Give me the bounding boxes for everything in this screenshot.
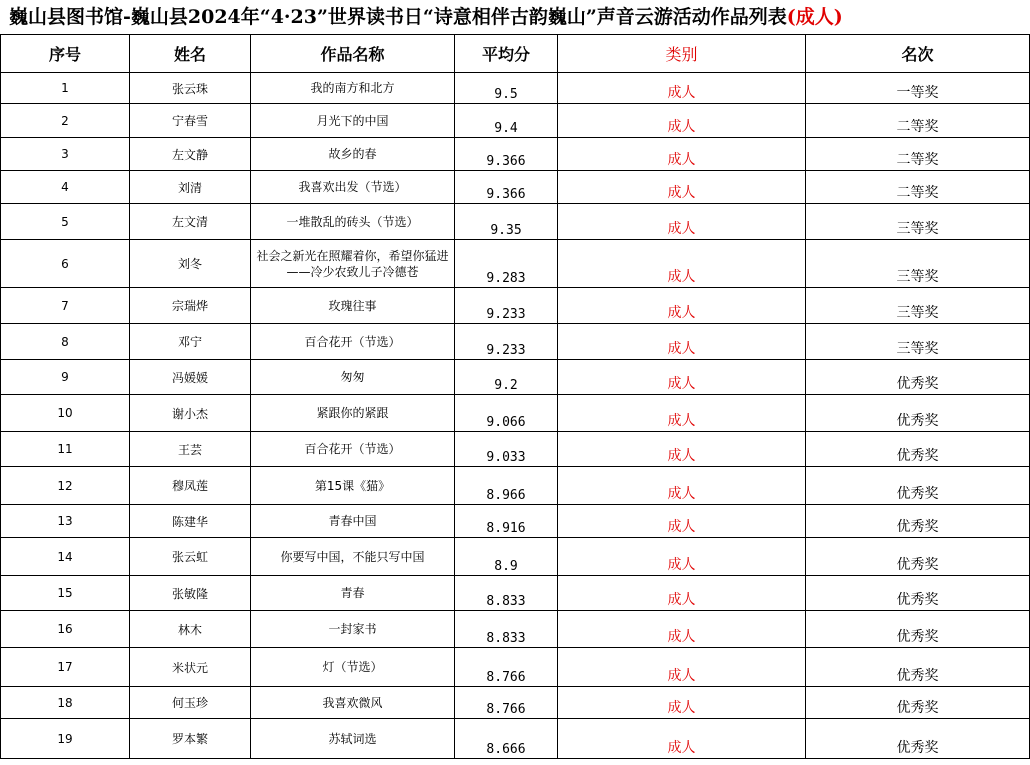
cell-rank: 优秀奖 [806,648,1030,687]
cell-index: 6 [1,240,130,288]
cell-name: 刘冬 [130,240,251,288]
cell-rank: 三等奖 [806,240,1030,288]
cell-index: 17 [1,648,130,687]
table-row [1,576,1030,611]
cell-score: 9.283 [455,240,558,288]
cell-index: 3 [1,138,130,171]
cell-rank: 二等奖 [806,138,1030,171]
work-title: 我喜欢微风 [322,695,383,710]
cell-category: 成人 [558,719,806,759]
cell-work [251,687,455,719]
work-title: 青春中国 [328,514,377,528]
cell-score: 9.5 [455,73,558,104]
cell-score: 8.666 [455,719,558,759]
cell-work [251,73,455,104]
table-row [1,73,1030,104]
cell-category: 成人 [558,360,806,395]
work-title: 紧跟你的紧跟 [316,406,389,420]
cell-name: 米状元 [130,648,251,687]
cell-category: 成人 [558,395,806,432]
cell-index: 14 [1,538,130,576]
cell-category: 成人 [558,204,806,240]
table-row [1,432,1030,467]
table-row [1,240,1030,288]
cell-score: 9.233 [455,324,558,360]
cell-rank: 优秀奖 [806,576,1030,611]
cell-work [251,505,455,538]
cell-name: 左文清 [130,204,251,240]
cell-name: 邓宁 [130,324,251,360]
cell-rank: 三等奖 [806,288,1030,324]
cell-rank: 二等奖 [806,104,1030,138]
work-title: 社会之新光在照耀着你，希望你猛进——冷少农致儿子冷德苍 [256,248,449,279]
cell-index: 1 [1,73,130,104]
table-row [1,505,1030,538]
cell-work [251,538,455,576]
work-title: 玫瑰往事 [328,298,377,313]
results-table [0,34,1030,759]
cell-category: 成人 [558,138,806,171]
cell-score: 8.833 [455,576,558,611]
cell-name: 王芸 [130,432,251,467]
cell-name: 张敏隆 [130,576,251,611]
cell-work [251,576,455,611]
cell-rank: 优秀奖 [806,611,1030,648]
cell-score: 8.966 [455,467,558,505]
table-row [1,288,1030,324]
cell-name: 张云珠 [130,73,251,104]
cell-rank: 优秀奖 [806,467,1030,505]
cell-rank: 三等奖 [806,204,1030,240]
cell-index: 12 [1,467,130,505]
cell-name: 何玉珍 [130,687,251,719]
work-title: 一封家书 [328,622,377,636]
work-title: 青春 [340,586,365,600]
cell-category: 成人 [558,324,806,360]
table-row [1,171,1030,204]
table-row [1,395,1030,432]
work-title: 匆匆 [340,370,365,384]
cell-name: 宗瑞烨 [130,288,251,324]
cell-rank: 优秀奖 [806,505,1030,538]
cell-category: 成人 [558,611,806,648]
table-row [1,104,1030,138]
header-index: 序号 [1,35,130,73]
cell-index: 15 [1,576,130,611]
work-title: 灯（节选） [322,660,383,674]
cell-index: 4 [1,171,130,204]
cell-rank: 二等奖 [806,171,1030,204]
title-main: 巍山县图书馆-巍山县2024年“4·23”世界读书日“诗意相伴古韵巍山”声音云游活动作品列表 [9,6,787,28]
cell-name: 刘清 [130,171,251,204]
cell-work [251,360,455,395]
cell-name: 林木 [130,611,251,648]
cell-category: 成人 [558,538,806,576]
cell-work [251,324,455,360]
header-row [1,35,1030,73]
header-name: 姓名 [130,35,251,73]
table-row [1,687,1030,719]
table-row [1,360,1030,395]
work-title: 苏轼词选 [328,731,377,746]
work-title: 百合花开（节选） [304,442,401,456]
cell-index: 9 [1,360,130,395]
cell-category: 成人 [558,687,806,719]
cell-work [251,467,455,505]
work-title: 我的南方和北方 [310,81,395,95]
cell-category: 成人 [558,576,806,611]
cell-index: 11 [1,432,130,467]
cell-index: 7 [1,288,130,324]
work-title: 第15课《猫》 [314,478,391,493]
cell-score: 9.366 [455,138,558,171]
cell-rank: 优秀奖 [806,687,1030,719]
cell-index: 8 [1,324,130,360]
cell-index: 2 [1,104,130,138]
cell-name: 宁春雪 [130,104,251,138]
header-rank: 名次 [806,35,1030,73]
document-title [0,0,1030,34]
work-title: 故乡的春 [328,147,377,161]
header-score: 平均分 [455,35,558,73]
cell-score: 8.833 [455,611,558,648]
header-category: 类别 [558,35,806,73]
cell-name: 左文静 [130,138,251,171]
cell-score: 8.766 [455,648,558,687]
cell-work [251,104,455,138]
cell-score: 9.2 [455,360,558,395]
table-row [1,204,1030,240]
cell-work [251,719,455,759]
cell-category: 成人 [558,467,806,505]
table-row [1,538,1030,576]
cell-score: 8.766 [455,687,558,719]
cell-index: 16 [1,611,130,648]
cell-category: 成人 [558,648,806,687]
cell-category: 成人 [558,171,806,204]
cell-name: 冯媛媛 [130,360,251,395]
work-title: 百合花开（节选） [304,334,401,349]
work-title: 一堆散乱的砖头（节选） [286,214,419,229]
cell-rank: 优秀奖 [806,395,1030,432]
cell-name: 张云虹 [130,538,251,576]
cell-score: 8.9 [455,538,558,576]
cell-category: 成人 [558,73,806,104]
cell-category: 成人 [558,288,806,324]
cell-rank: 优秀奖 [806,432,1030,467]
cell-name: 穆凤莲 [130,467,251,505]
table-row [1,648,1030,687]
cell-rank: 优秀奖 [806,360,1030,395]
cell-rank: 三等奖 [806,324,1030,360]
work-title: 月光下的中国 [316,113,389,128]
cell-name: 罗本繁 [130,719,251,759]
cell-index: 19 [1,719,130,759]
cell-category: 成人 [558,505,806,538]
cell-rank: 一等奖 [806,73,1030,104]
cell-work [251,288,455,324]
work-title: 我喜欢出发（节选） [298,180,407,194]
table-row [1,138,1030,171]
header-work: 作品名称 [251,35,455,73]
table-row [1,719,1030,759]
cell-index: 13 [1,505,130,538]
cell-name: 陈建华 [130,505,251,538]
cell-category: 成人 [558,432,806,467]
cell-score: 8.916 [455,505,558,538]
cell-index: 10 [1,395,130,432]
cell-score: 9.4 [455,104,558,138]
cell-category: 成人 [558,104,806,138]
cell-rank: 优秀奖 [806,719,1030,759]
cell-score: 9.366 [455,171,558,204]
cell-rank: 优秀奖 [806,538,1030,576]
table-row [1,324,1030,360]
cell-score: 9.033 [455,432,558,467]
cell-index: 18 [1,687,130,719]
cell-work [251,138,455,171]
cell-index: 5 [1,204,130,240]
cell-category: 成人 [558,240,806,288]
cell-work [251,395,455,432]
cell-work [251,171,455,204]
cell-work [251,240,455,288]
cell-score: 9.233 [455,288,558,324]
table-row [1,611,1030,648]
cell-name: 谢小杰 [130,395,251,432]
title-highlight: (成人) [786,6,843,28]
cell-work [251,204,455,240]
cell-work [251,611,455,648]
cell-work [251,432,455,467]
cell-score: 9.35 [455,204,558,240]
table-row [1,467,1030,505]
cell-work [251,648,455,687]
work-title: 你要写中国，不能只写中国 [280,549,425,564]
cell-score: 9.066 [455,395,558,432]
